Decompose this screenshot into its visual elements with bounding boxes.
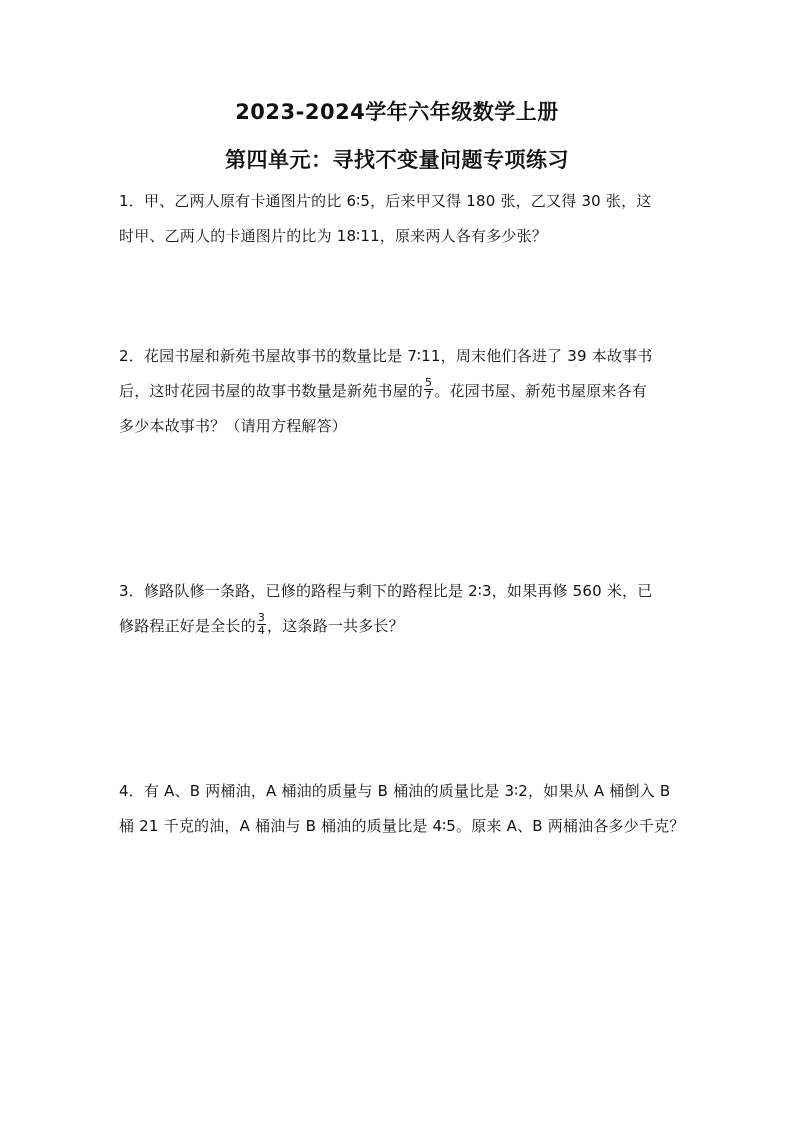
question-3-line-1: 3．修路队修一条路，已修的路程与剩下的路程比是 2∶3，如果再修 560 米，已 [119, 582, 653, 600]
question-4-line-1: 4．有 A、B 两桶油，A 桶油的质量与 B 桶油的质量比是 3∶2，如果从 A 桶倒入 B [119, 782, 671, 800]
fraction-denominator: 4 [257, 624, 266, 637]
document-title: 2023-2024学年六年级数学上册 [235, 100, 559, 124]
question-3-fraction [257, 612, 266, 637]
question-4 [119, 774, 685, 844]
question-2-line-2-before: 后，这时花园书屋的故事书数量是新苑书屋的 [119, 382, 424, 400]
question-2-line-3: 多少本故事书？（请用方程解答） [119, 417, 348, 435]
question-1 [119, 184, 679, 254]
question-3 [119, 574, 679, 644]
question-3-line-2-after: ，这条路一共多长？ [267, 617, 404, 635]
question-4-line-2: 桶 21 千克的油，A 桶油与 B 桶油的质量比是 4∶5。原来 A、B 两桶油各多少千克？ [119, 817, 685, 835]
question-2-line-1: 2．花园书屋和新苑书屋故事书的数量比是 7∶11，周末他们各进了 39 本故事书 [119, 347, 653, 365]
question-3-line-2-before: 修路程正好是全长的 [119, 617, 256, 635]
question-2-line-2 [119, 374, 679, 409]
question-2-fraction [424, 377, 433, 402]
document-subtitle: 第四单元：寻找不变量问题专项练习 [225, 148, 569, 172]
question-3-line-2 [119, 609, 679, 644]
question-1-line-2: 时甲、乙两人的卡通图片的比为 18∶11，原来两人各有多少张？ [119, 227, 548, 245]
fraction-numerator: 5 [425, 376, 433, 389]
fraction-numerator: 3 [257, 611, 266, 624]
question-2-line-2-after: 。花园书屋、新苑书屋原来各有 [434, 382, 648, 400]
question-1-line-1: 1．甲、乙两人原有卡通图片的比 6∶5，后来甲又得 180 张，乙又得 30 张，这 [119, 192, 652, 210]
question-2 [119, 339, 679, 444]
fraction-denominator: 7 [425, 389, 433, 402]
